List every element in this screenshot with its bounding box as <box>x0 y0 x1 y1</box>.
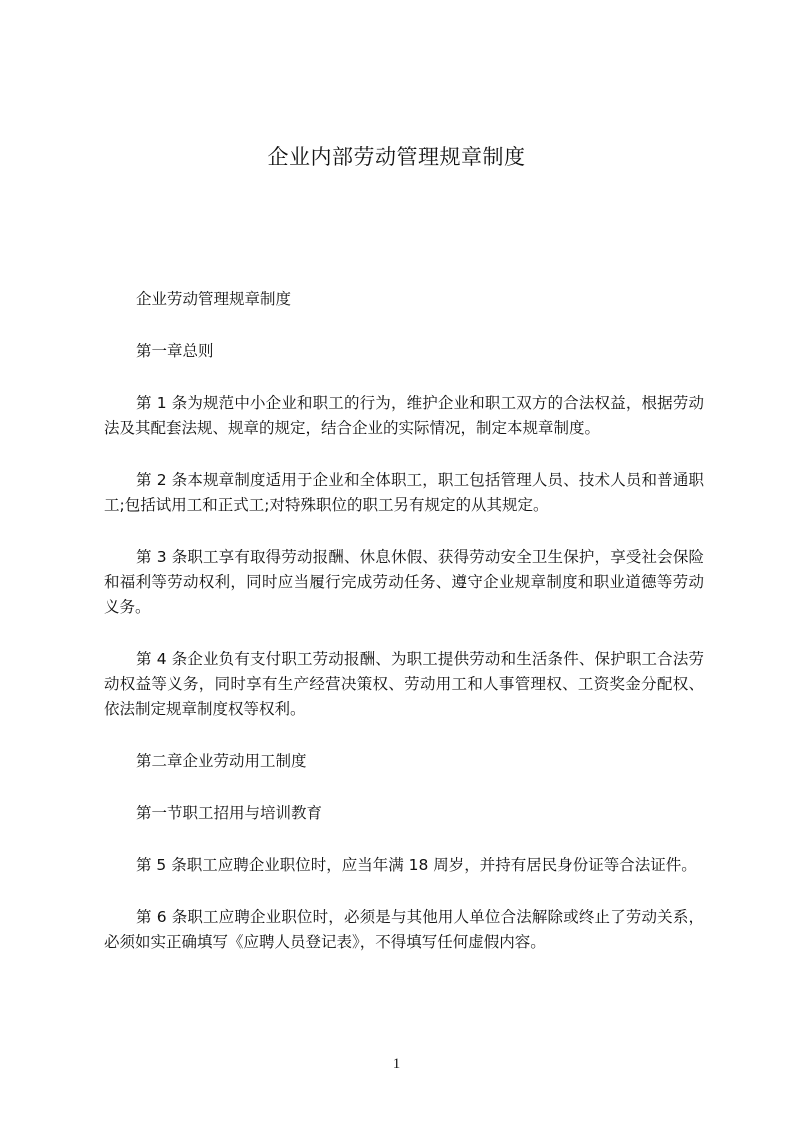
document-body <box>104 287 704 955</box>
section-heading: 第一节职工招用与培训教育 <box>136 804 323 822</box>
page-number: 1 <box>392 1056 401 1072</box>
chapter-heading: 第二章企业劳动用工制度 <box>136 752 307 770</box>
article-paragraph: 第 1 条为规范中小企业和职工的行为，维护企业和职工双方的合法权益，根据劳动法及其配套法规、规章的规定，结合企业的实际情况，制定本规章制度。 <box>104 394 704 437</box>
article-paragraph: 第 5 条职工应聘企业职位时，应当年满 18 周岁，并持有居民身份证等合法证件。 <box>136 856 697 874</box>
article-paragraph: 第 4 条企业负有支付职工劳动报酬、为职工提供劳动和生活条件、保护职工合法劳动权益等义务，同时享有生产经营决策权、劳动用工和人事管理权、工资奖金分配权、依法制定规章制度权等权利。 <box>104 650 704 718</box>
paragraph-heading: 企业劳动管理规章制度 <box>136 290 292 308</box>
chapter-heading: 第一章总则 <box>136 342 214 360</box>
article-paragraph: 第 2 条本规章制度适用于企业和全体职工，职工包括管理人员、技术人员和普通职工;包括试用工和正式工;对特殊职位的职工另有规定的从其规定。 <box>104 471 704 514</box>
page-title: 企业内部劳动管理规章制度 <box>267 145 526 169</box>
article-paragraph: 第 6 条职工应聘企业职位时，必须是与其他用人单位合法解除或终止了劳动关系，必须如实正确填写《应聘人员登记表》，不得填写任何虚假内容。 <box>104 908 704 951</box>
article-paragraph: 第 3 条职工享有取得劳动报酬、休息休假、获得劳动安全卫生保护，享受社会保险和福利等劳动权利，同时应当履行完成劳动任务、遵守企业规章制度和职业道德等劳动义务。 <box>104 548 704 616</box>
